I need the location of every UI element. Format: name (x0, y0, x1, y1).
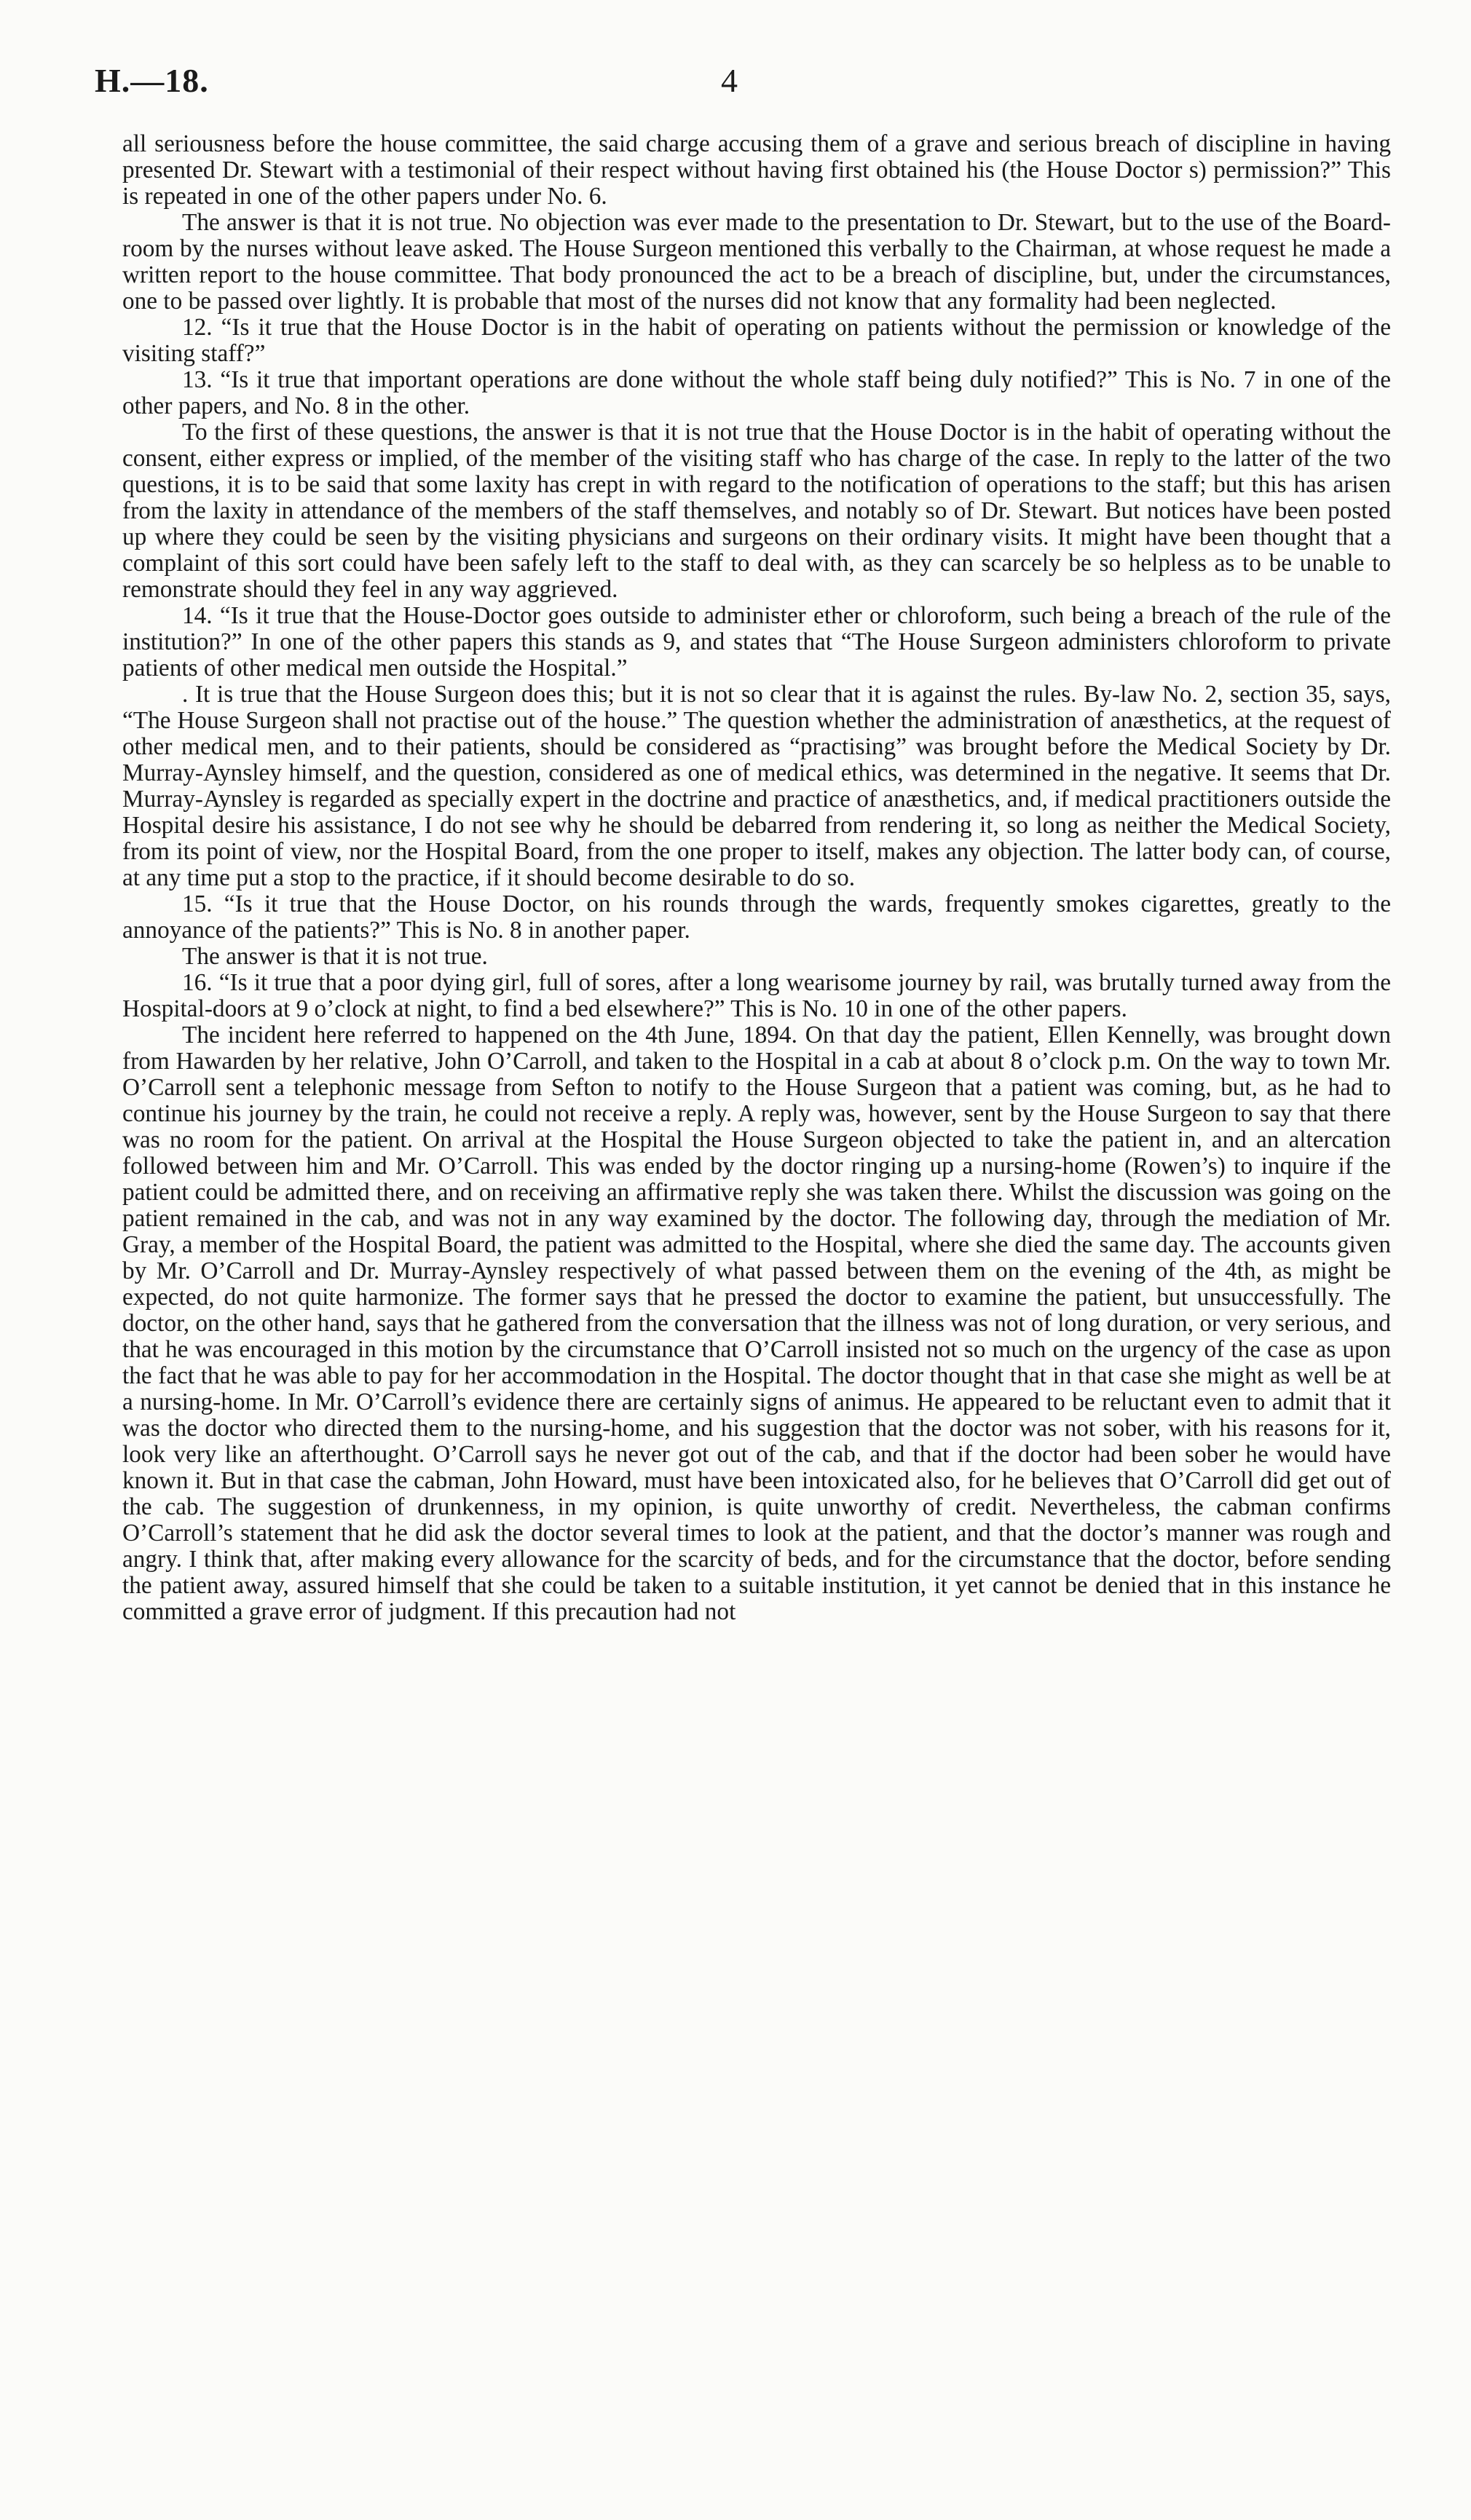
page-header (95, 61, 1391, 112)
paragraph: 14. “Is it true that the House-Doctor goes outside to administer ether or chloroform, such being a breach of the rule of the institution?” In one of the other papers this stands as 9, and states that “The House Surgeon administers chloroform to private patients of other medical men outside the Hospital.” (122, 602, 1391, 682)
page-number: 4 (721, 62, 738, 99)
paragraph: all seriousness before the house committee, the said charge accusing them of a grave and serious breach of discipline in having presented Dr. Stewart with a testimonial of their respect without having first obtained his (the House Doctor s) permission?” This is repeated in one of the other papers under No. 6. (122, 130, 1391, 210)
paragraph: The incident here referred to happened on the 4th June, 1894. On that day the patient, Ellen Kennelly, was brought down from Hawarden by her relative, John O’Carroll, and taken to the Hospital in a cab at about 8 o’clock p.m. On the way to town Mr. O’Carroll sent a telephonic message from Sefton to notify to the House Surgeon that a patient was coming, but, as he had to continue his journey by the train, he could not receive a reply. A reply was, however, sent by the House Surgeon to say that there was no room for the patient. On arrival at the Hospital the House Surgeon objected to take the patient in, and an altercation followed between him and Mr. O’Carroll. This was ended by the doctor ringing up a nursing-home (Rowen’s) to inquire if the patient could be admitted there, and on receiving an affirmative reply she was taken there. Whilst the discussion was going on the patient remained in the cab, and was not in any way examined by the doctor. The following day, through the mediation of Mr. Gray, a member of the Hospital Board, the patient was admitted to the Hospital, where she died the same day. The accounts given by Mr. O’Carroll and Dr. Murray-Aynsley respectively of what passed between them on the evening of the 4th, as might be expected, do not quite harmonize. The former says that he pressed the doctor to examine the patient, but unsuccessfully. The doctor, on the other hand, says that he gathered from the conversation that the illness was not of long duration, or very serious, and that he was encouraged in this motion by the circumstance that O’Carroll insisted not so much on the urgency of the case as upon the fact that he was able to pay for her accommodation in the Hospital. The doctor thought that in that case she might as well be at a nursing-home. In Mr. O’Carroll’s evidence there are certainly signs of animus. He appeared to be reluctant even to admit that it was the doctor who directed them to the nursing-home, and his suggestion that the doctor was not sober, with his reasons for it, look very like an afterthought. O’Carroll says he never got out of the cab, and that if the doctor had been sober he would have known it. But in that case the cabman, John Howard, must have been intoxicated also, for he believes that O’Carroll did get out of the cab. The suggestion of drunkenness, in my opinion, is quite unworthy of credit. Nevertheless, the cabman confirms O’Carroll’s statement that he did ask the doctor several times to look at the patient, and that the doctor’s manner was rough and angry. I think that, after making every allowance for the scarcity of beds, and for the circumstance that the doctor, before sending the patient away, assured himself that she could be taken to a suitable institution, it yet cannot be denied that in this instance he committed a grave error of judgment. If this precaution had not (122, 1022, 1391, 1625)
paragraph: . It is true that the House Surgeon does this; but it is not so clear that it is against the rules. By-law No. 2, section 35, says, “The House Surgeon shall not practise out of the house.” The question whether the administration of anæsthetics, at the request of other medical men, and to their patients, should be considered as “practising” was brought before the Medical Society by Dr. Murray-Aynsley himself, and the question, considered as one of medical ethics, was determined in the negative. It seems that Dr. Murray-Aynsley is regarded as specially expert in the doctrine and practice of anæsthetics, and, if medical practitioners outside the Hospital desire his assistance, I do not see why he should be debarred from rendering it, so long as neither the Medical Society, from its point of view, nor the Hospital Board, from the one proper to itself, makes any objection. The latter body can, of course, at any time put a stop to the practice, if it should become desirable to do so. (122, 681, 1391, 891)
paragraph: To the first of these questions, the answer is that it is not true that the House Doctor is in the habit of operating without the consent, either express or implied, of the member of the visiting staff who has charge of the case. In reply to the latter of the two questions, it is to be said that some laxity has crept in with regard to the notification of operations to the staff; but this has arisen from the laxity in attendance of the members of the staff themselves, and notably so of Dr. Stewart. But notices have been posted up where they could be seen by the visiting physicians and surgeons on their ordinary visits. It might have been thought that a complaint of this sort could have been safely left to the staff to deal with, as they can scarcely be so helpless as to be unable to remonstrate should they feel in any way aggrieved. (122, 419, 1391, 603)
paragraph: 15. “Is it true that the House Doctor, on his rounds through the wards, frequently smokes cigarettes, greatly to the annoyance of the patients?” This is No. 8 in another paper. (122, 890, 1391, 944)
paragraph: 16. “Is it true that a poor dying girl, full of sores, after a long wearisome journey by rail, was brutally turned away from the Hospital-doors at 9 o’clock at night, to find a bed elsewhere?” This is No. 10 in one of the other papers. (122, 969, 1391, 1022)
paragraph: The answer is that it is not true. No objection was ever made to the presentation to Dr. Stewart, but to the use of the Board-room by the nurses without leave asked. The House Surgeon mentioned this verbally to the Chairman, at whose request he made a written report to the house committee. That body pronounced the act to be a breach of discipline, but, under the circumstances, one to be passed over lightly. It is probable that most of the nurses did not know that any formality had been neglected. (122, 209, 1391, 315)
document-reference: H.—18. (95, 62, 209, 99)
paragraph: 12. “Is it true that the House Doctor is in the habit of operating on patients without the permission or knowledge of the visiting staff?” (122, 314, 1391, 367)
paragraph: The answer is that it is not true. (182, 943, 488, 970)
paragraph: 13. “Is it true that important operations are done without the whole staff being duly notified?” This is No. 7 in one of the other papers, and No. 8 in the other. (122, 366, 1391, 419)
body-text (122, 131, 1391, 1625)
